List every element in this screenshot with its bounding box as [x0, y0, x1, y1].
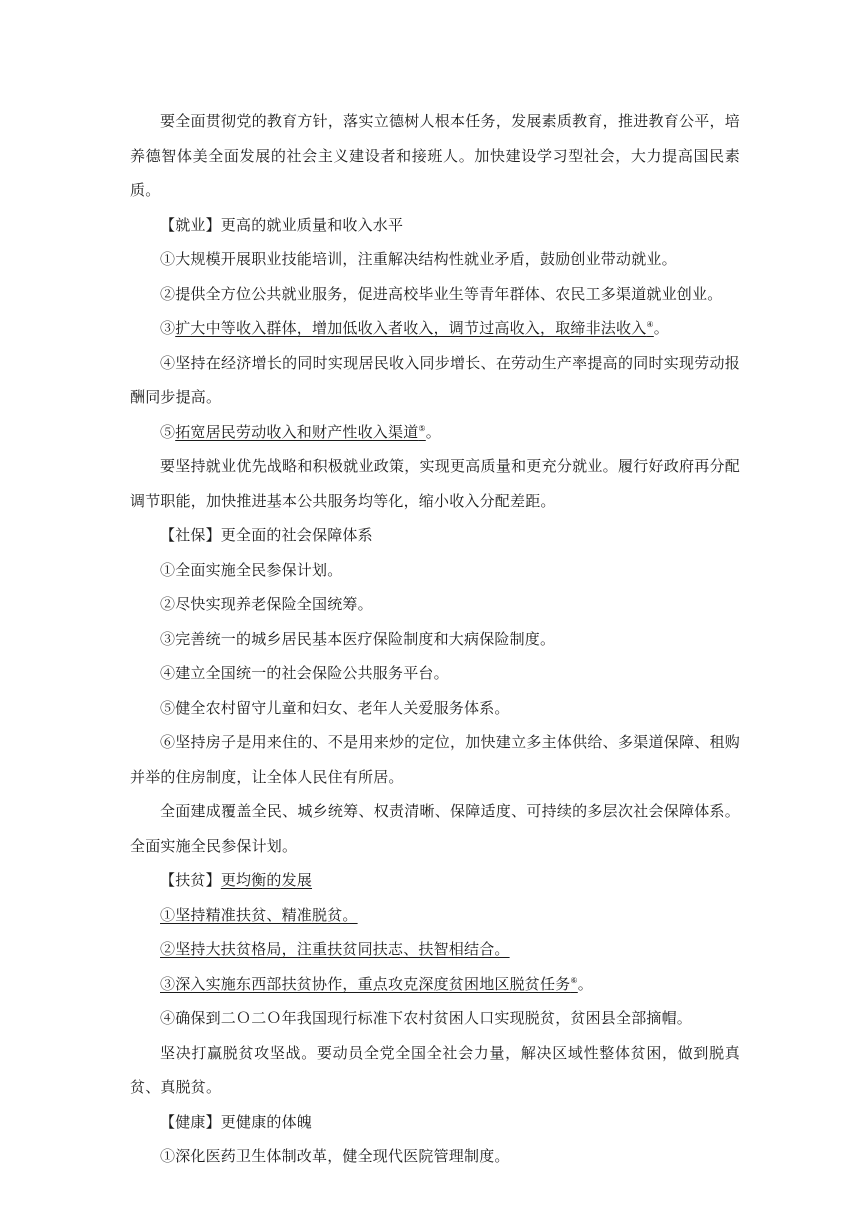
- employment-item-5-number: ⑤: [160, 422, 176, 441]
- social-security-item-3: ③完善统一的城乡居民基本医疗保险制度和大病保险制度。: [160, 629, 556, 648]
- employment-heading: 【就业】更高的就业质量和收入水平: [160, 215, 404, 234]
- health-heading: 【健康】更健康的体魄: [160, 1112, 313, 1131]
- employment-item-1: ①大规模开展职业技能培训，注重解决结构性就业矛盾，鼓励创业带动就业。: [160, 250, 677, 268]
- social-security-item-1: ①全面实施全民参保计划。: [160, 560, 343, 579]
- social-security-summary-paragraph: 全面建成覆盖全民、城乡统筹、权责清晰、保障适度、可持续的多层次社会保障体系。全面实施全民参保计划。: [130, 802, 740, 855]
- employment-item-2: ②提供全方位公共就业服务，促进高校毕业生等青年群体、农民工多渠道就业创业。: [160, 284, 723, 303]
- employment-item-5-underlined-text: [175, 423, 426, 441]
- poverty-item-3: [130, 967, 740, 1002]
- employment-item-5-text: 拓宽居民劳动收入和财产性收入渠道: [175, 422, 419, 441]
- employment-item-3-number: ③: [160, 319, 176, 337]
- poverty-item-3-underlined-text: [160, 975, 578, 993]
- employment-item-3-period: 。: [653, 319, 669, 337]
- poverty-summary-paragraph: 坚决打赢脱贫攻坚战。要动员全党全国全社会力量，解决区域性整体贫困，做到脱真贫、真脱贫。: [130, 1043, 740, 1096]
- poverty-item-3-period: 。: [577, 974, 593, 993]
- employment-item-5-period: 。: [425, 422, 441, 441]
- social-security-item-6: ⑥坚持房子是用来住的、不是用来炒的定位，加快建立多主体供给、多渠道保障、租购并举的住房制度，让全体人民住有所居。: [130, 733, 740, 786]
- employment-item-5: [130, 415, 740, 450]
- poverty-item-2-text: ②坚持大扶贫格局，注重扶贫同扶志、扶智相结合。: [160, 940, 510, 958]
- education-summary-paragraph: 要全面贯彻党的教育方针，落实立德树人根本任务，发展素质教育，推进教育公平，培养德智体美全面发展的社会主义建设者和接班人。加快建设学习型社会，大力提高国民素质。: [130, 112, 740, 199]
- social-security-item-5: ⑤健全农村留守儿童和妇女、老年人关爱服务体系。: [160, 698, 510, 717]
- poverty-heading: [130, 863, 740, 898]
- employment-item-3-text: 扩大中等收入群体，增加低收入者收入，调节过高收入，取缔非法收入: [175, 319, 647, 337]
- footnote-marker: ④: [646, 320, 654, 329]
- footnote-marker: ⑥: [570, 975, 578, 985]
- employment-summary-paragraph: 要坚持就业优先战略和积极就业政策，实现更高质量和更充分就业。履行好政府再分配调节职能，加快推进基本公共服务均等化，缩小收入分配差距。: [130, 457, 740, 510]
- footnote-marker: ⑤: [418, 423, 426, 433]
- employment-item-4: ④坚持在经济增长的同时实现居民收入同步增长、在劳动生产率提高的同时实现劳动报酬同步提高。: [130, 353, 740, 406]
- poverty-item-3-text: ③深入实施东西部扶贫协作，重点攻克深度贫困地区脱贫任务: [160, 974, 571, 993]
- employment-item-3-underlined-text: [175, 319, 654, 337]
- poverty-item-4: ④确保到二Ｏ二Ｏ年我国现行标准下农村贫困人口实现脱贫，贫困县全部摘帽。: [160, 1009, 693, 1027]
- social-security-heading: 【社保】更全面的社会保障体系: [160, 526, 373, 544]
- poverty-heading-title: 更均衡的发展: [220, 871, 313, 889]
- health-item-1: ①深化医药卫生体制改革，健全现代医院管理制度。: [160, 1147, 510, 1165]
- poverty-item-1: [130, 898, 740, 933]
- poverty-item-1-text: ①坚持精准扶贫、精准脱贫。: [160, 905, 358, 924]
- poverty-heading-tag: 【扶贫】: [160, 871, 221, 889]
- social-security-item-2: ②尽快实现养老保险全国统筹。: [160, 595, 373, 613]
- poverty-item-2: [130, 932, 740, 967]
- social-security-item-4: ④建立全国统一的社会保险公共服务平台。: [160, 664, 449, 682]
- document-body: [130, 104, 740, 1174]
- employment-item-3: [130, 311, 740, 346]
